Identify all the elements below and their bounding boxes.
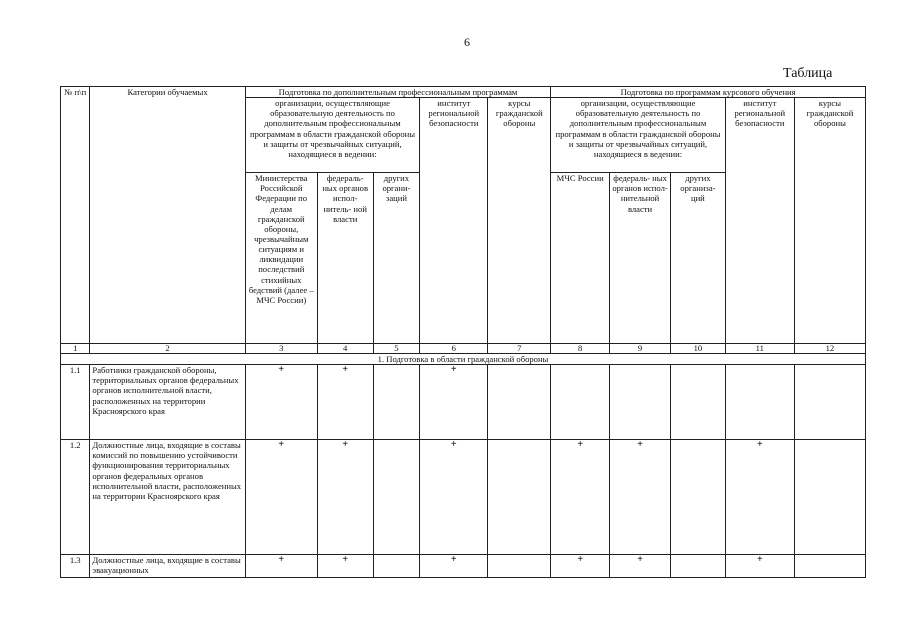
row-mark: +: [551, 555, 610, 578]
row-mark: [373, 365, 420, 440]
column-number: 4: [317, 344, 373, 354]
header-courses-course: курсы гражданской обороны: [794, 98, 865, 344]
row-mark: [671, 555, 726, 578]
header-mchs-short: МЧС России: [551, 173, 610, 344]
row-mark: +: [610, 440, 671, 555]
row-mark: [488, 365, 551, 440]
training-table: [60, 86, 866, 578]
row-mark: [373, 555, 420, 578]
header-orgs-course: организации, осуществляющие образовательную деятельность по дополнительным профессиональным программам в области гражданской обороны и защиты от чрезвычайных ситуаций, находящиеся в ведении:: [551, 98, 726, 173]
row-category: Должностные лица, входящие в составы комиссий по повышению устойчивости функционирования территориальных органов федеральных органов исполнительной власти, расположенных на территории Красноярского края: [90, 440, 245, 555]
header-institute-additional: институт региональной безопасности: [420, 98, 488, 344]
row-mark: [725, 365, 794, 440]
header-institute-course: институт региональной безопасности: [725, 98, 794, 344]
row-mark: +: [317, 440, 373, 555]
row-mark: [794, 440, 865, 555]
row-mark: [671, 365, 726, 440]
header-group-additional: Подготовка по дополнительным профессиональным программам: [245, 87, 551, 98]
row-mark: [794, 555, 865, 578]
row-mark: +: [245, 440, 317, 555]
row-mark: +: [317, 365, 373, 440]
table-row: [61, 365, 866, 440]
header-group-course: Подготовка по программам курсового обучения: [551, 87, 866, 98]
column-number: 8: [551, 344, 610, 354]
header-category: Категории обучаемых: [90, 87, 245, 344]
header-federal-additional: федераль- ных органов испол- нитель- ной власти: [317, 173, 373, 344]
column-number: 6: [420, 344, 488, 354]
row-mark: [671, 440, 726, 555]
header-orgs-additional: организации, осуществляющие образовательную деятельность по дополнительным профессиональным программам в области гражданской обороны и защиты от чрезвычайных ситуаций, находящиеся в ведении:: [245, 98, 420, 173]
row-category: Работники гражданской обороны, территориальных органов федеральных органов исполнительной власти, расположенных на территории Красноярского края: [90, 365, 245, 440]
header-courses-additional: курсы гражданской обороны: [488, 98, 551, 344]
section-title: 1. Подготовка в области гражданской обороны: [61, 354, 866, 365]
row-mark: [488, 440, 551, 555]
row-mark: +: [245, 365, 317, 440]
row-mark: [610, 365, 671, 440]
row-mark: [551, 365, 610, 440]
column-number: 11: [725, 344, 794, 354]
row-mark: +: [420, 555, 488, 578]
row-number: 1.3: [61, 555, 90, 578]
row-number: 1.2: [61, 440, 90, 555]
column-number: 3: [245, 344, 317, 354]
row-mark: [488, 555, 551, 578]
row-mark: +: [317, 555, 373, 578]
row-mark: [373, 440, 420, 555]
table-row: [61, 555, 866, 578]
table-caption: Таблица: [783, 66, 833, 81]
row-mark: +: [420, 365, 488, 440]
row-mark: +: [245, 555, 317, 578]
row-mark: +: [725, 440, 794, 555]
section-row: [61, 354, 866, 365]
row-mark: +: [610, 555, 671, 578]
row-mark: +: [725, 555, 794, 578]
column-number: 10: [671, 344, 726, 354]
row-mark: +: [420, 440, 488, 555]
column-number: 12: [794, 344, 865, 354]
table-row: [61, 440, 866, 555]
column-number: 7: [488, 344, 551, 354]
header-other-additional: других органи- заций: [373, 173, 420, 344]
header-other-course: других организа- ций: [671, 173, 726, 344]
header-mchs-full: Министерства Российской Федерации по делам гражданской обороны, чрезвычайным ситуациям и ликвидации последствий стихийных бедствий (далее – МЧС России): [245, 173, 317, 344]
column-number: 1: [61, 344, 90, 354]
header-federal-course: федераль- ных органов испол- нительной власти: [610, 173, 671, 344]
column-number: 2: [90, 344, 245, 354]
row-number: 1.1: [61, 365, 90, 440]
column-number: 5: [373, 344, 420, 354]
header-num: № п\п: [61, 87, 90, 344]
column-number-row: [61, 344, 866, 354]
row-category: Должностные лица, входящие в составы эвакуационных: [90, 555, 245, 578]
column-number: 9: [610, 344, 671, 354]
row-mark: [794, 365, 865, 440]
row-mark: +: [551, 440, 610, 555]
page-number: 6: [464, 35, 470, 49]
